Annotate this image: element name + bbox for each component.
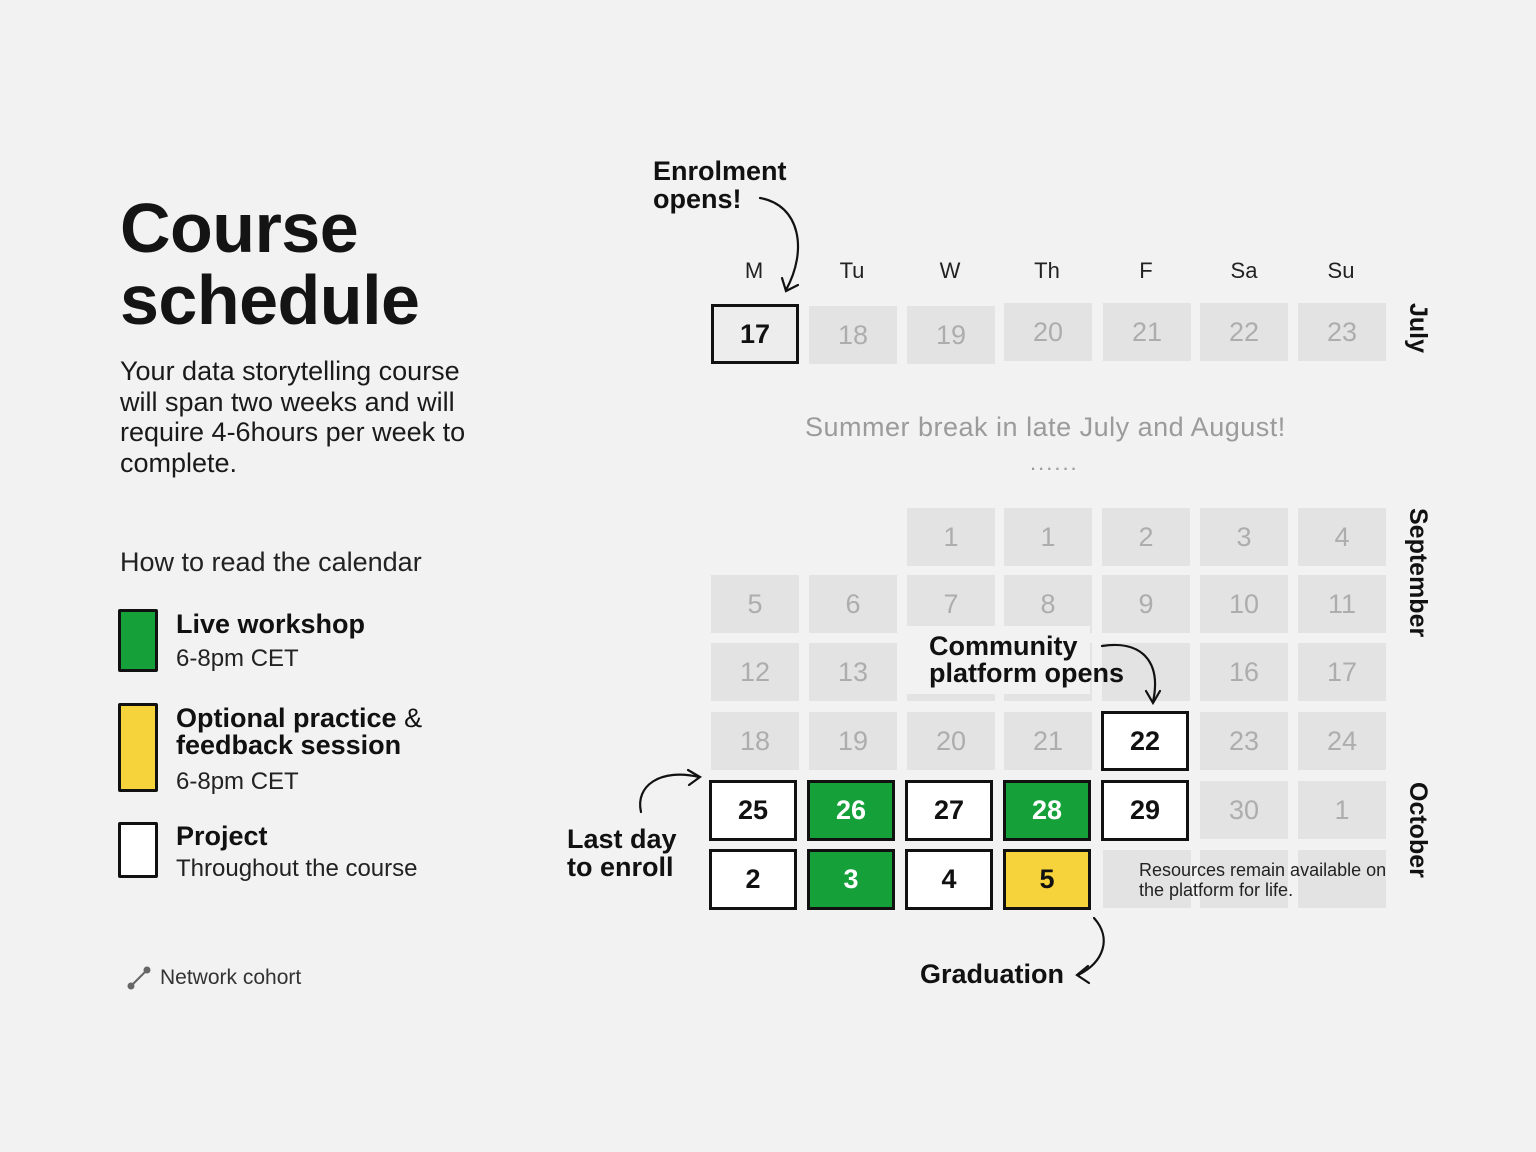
- calendar-day: 1: [1004, 508, 1092, 566]
- calendar-day: 19: [907, 306, 995, 364]
- summer-break-note: Summer break in late July and August!: [805, 412, 1286, 442]
- calendar-day: 2: [1102, 508, 1190, 566]
- legend-heading: How to read the calendar: [120, 547, 422, 577]
- weekday-label: Su: [1327, 258, 1355, 283]
- calendar-day: 10: [1200, 575, 1288, 633]
- arrow-last-day-head: [688, 770, 700, 785]
- calendar-day: 1: [907, 508, 995, 566]
- legend-title-optional-practice-line2: feedback session: [176, 730, 402, 760]
- month-label-october: October: [1404, 782, 1432, 878]
- calendar-day-july-17: 17: [711, 304, 799, 364]
- legend-sub-project: Throughout the course: [176, 855, 418, 882]
- calendar-day: 23: [1200, 712, 1288, 770]
- annotation-last-day-line1: Last day: [567, 824, 677, 854]
- calendar-day: 7: [907, 575, 995, 633]
- title-line-1: Course: [120, 189, 359, 267]
- weekday-label: F: [1139, 258, 1153, 283]
- calendar-day-live-workshop: 26: [807, 780, 895, 841]
- calendar-day: 1: [1298, 781, 1386, 839]
- calendar-day: 20: [907, 712, 995, 770]
- legend-title-project: Project: [176, 821, 268, 851]
- legend-sub-live-workshop: 6-8pm CET: [176, 645, 299, 672]
- calendar-day: 30: [1200, 781, 1288, 839]
- arrow-graduation: [1078, 918, 1104, 975]
- break-ellipsis: ......: [1030, 450, 1079, 475]
- calendar-day-project: 25: [709, 780, 797, 841]
- calendar-day-live-workshop: 3: [807, 849, 895, 910]
- calendar-day: 4: [1298, 508, 1386, 566]
- annotation-community-line1: Community: [929, 631, 1078, 661]
- calendar-day-live-workshop: 28: [1003, 780, 1091, 841]
- annotation-graduation: Graduation: [920, 959, 1065, 989]
- legend-title-optional-practice-text: Optional practice: [176, 703, 397, 733]
- calendar-day: 24: [1298, 712, 1386, 770]
- calendar-day-graduation: 5: [1003, 849, 1091, 910]
- calendar-day-project: 22: [1101, 711, 1189, 771]
- calendar-day: 22: [1200, 303, 1288, 361]
- resources-note: Resources remain available on the platform for life.: [1139, 860, 1387, 900]
- calendar-day-project: 4: [905, 849, 993, 910]
- calendar-day: 6: [809, 575, 897, 633]
- calendar-day: 5: [711, 575, 799, 633]
- weekday-label: Sa: [1230, 258, 1258, 283]
- annotation-last-day-line2: to enroll: [567, 852, 674, 882]
- annotation-enrolment-line1: Enrolment: [653, 156, 787, 186]
- title-line-2: schedule: [120, 261, 420, 339]
- calendar-day: 23: [1298, 303, 1386, 361]
- month-label-july: July: [1404, 303, 1432, 354]
- calendar-day: 13: [809, 643, 897, 701]
- footer-brand: Network cohort: [160, 966, 302, 989]
- calendar-day: 18: [711, 712, 799, 770]
- weekday-label: Tu: [839, 258, 865, 283]
- calendar-day: 11: [1298, 575, 1386, 633]
- calendar-day: 20: [1004, 303, 1092, 361]
- calendar-day-project: 2: [709, 849, 797, 910]
- calendar-day: 21: [1004, 712, 1092, 770]
- page-subtitle: Your data storytelling course will span two weeks and will require 4-6hours per week to complete.: [120, 356, 466, 478]
- legend-title-live-workshop: Live workshop: [176, 609, 366, 639]
- weekday-label: W: [939, 258, 961, 283]
- calendar-day: 9: [1102, 575, 1190, 633]
- calendar-day: 3: [1200, 508, 1288, 566]
- calendar-day: 8: [1004, 575, 1092, 633]
- calendar-day-project: 29: [1101, 780, 1189, 841]
- calendar-day: 21: [1103, 303, 1191, 361]
- calendar-day: 17: [1298, 643, 1386, 701]
- annotation-community-line2: platform opens: [929, 658, 1125, 688]
- annotation-enrolment-line2: opens!: [653, 184, 742, 214]
- calendar-day: 16: [1200, 643, 1288, 701]
- weekday-label: M: [744, 258, 764, 283]
- arrow-last-day: [640, 775, 699, 812]
- weekday-label: Th: [1034, 258, 1060, 283]
- calendar-day: 18: [809, 306, 897, 364]
- month-label-september: September: [1404, 508, 1432, 638]
- calendar-day: 19: [809, 712, 897, 770]
- calendar-day: 12: [711, 643, 799, 701]
- legend-sub-optional-practice: 6-8pm CET: [176, 768, 299, 795]
- arrow-enrolment: [760, 198, 798, 290]
- legend-title-ampersand: &: [396, 703, 423, 733]
- calendar-day-project: 27: [905, 780, 993, 841]
